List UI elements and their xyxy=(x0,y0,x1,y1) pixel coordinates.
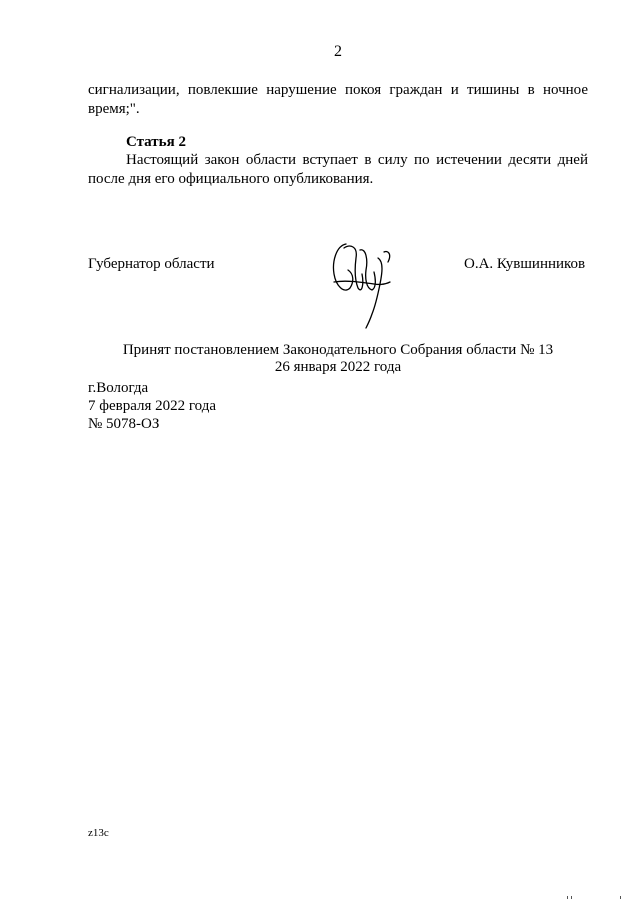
page-number: 2 xyxy=(334,43,342,60)
signing-date: 7 февраля 2022 года xyxy=(88,398,217,414)
continuation-line-2: время;". xyxy=(88,101,140,117)
scan-mark xyxy=(567,896,568,899)
article-heading: Статья 2 xyxy=(126,134,186,150)
scan-mark xyxy=(571,896,572,899)
article-line-1: Настоящий закон области вступает в силу по истечении десяти дней xyxy=(126,152,588,168)
continuation-line-1: сигнализации, повлекшие нарушение покоя граждан и тишины в ночное xyxy=(88,82,588,98)
city: г.Вологда xyxy=(88,380,149,396)
adoption-line-1: Принят постановлением Законодательного Собрания области № 13 xyxy=(122,342,554,358)
handwritten-signature xyxy=(328,238,396,330)
law-number: № 5078-ОЗ xyxy=(88,416,160,432)
footer-code: z13c xyxy=(88,827,109,839)
adoption-line-2: 26 января 2022 года xyxy=(274,359,402,375)
signatory-name: О.А. Кувшинников xyxy=(464,256,586,272)
signatory-position: Губернатор области xyxy=(88,256,215,272)
scan-mark xyxy=(620,896,621,899)
article-line-2: после дня его официального опубликования. xyxy=(88,171,374,187)
